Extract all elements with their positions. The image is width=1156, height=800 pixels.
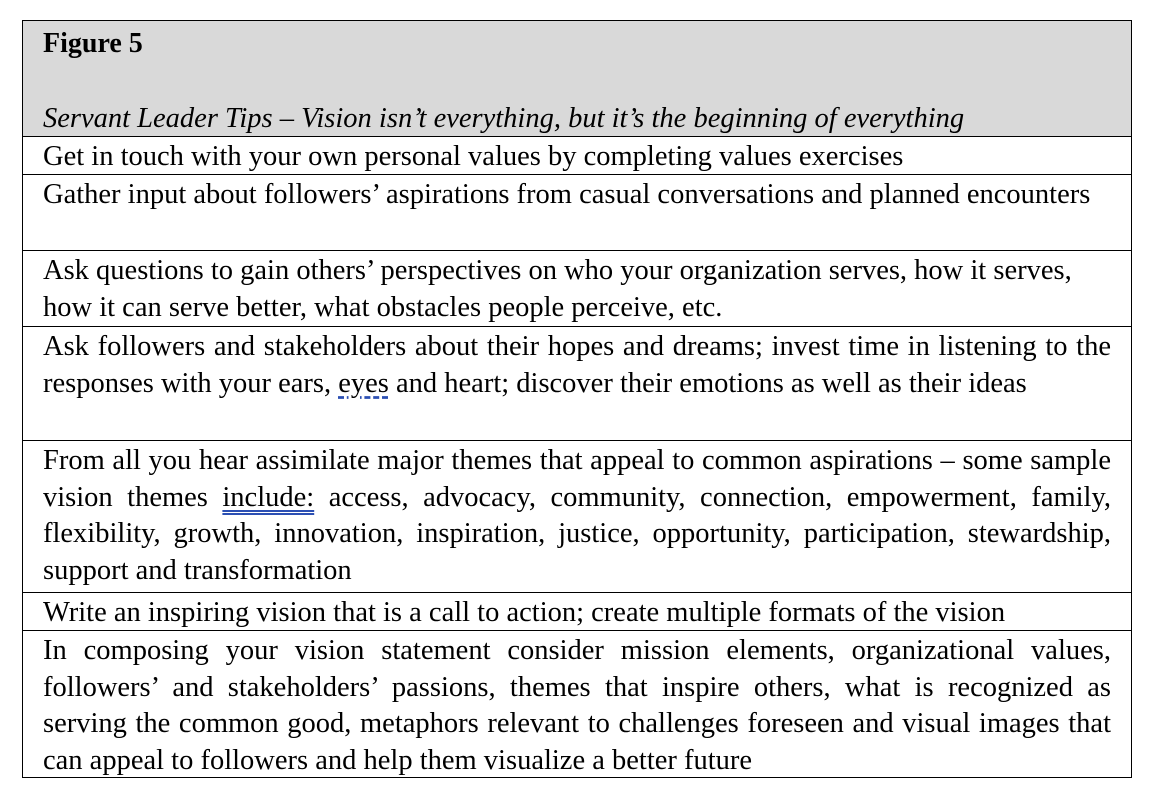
tip-text: Write an inspiring vision that is a call to action; create multiple formats of the vision bbox=[43, 597, 1006, 628]
figure-caption: Servant Leader Tips – Vision isn’t everything, but it’s the beginning of everything bbox=[43, 103, 965, 134]
tip-text: Get in touch with your own personal values by completing values exercises bbox=[43, 141, 904, 172]
figure-table bbox=[22, 20, 1132, 778]
tip-text-end: access, advocacy, community, connection, empowerment, family, flexibility, growth, innovation, inspiration, justice, opportunity, participation, stewardship, support and transformation bbox=[43, 481, 1112, 586]
flagged-word: eyes bbox=[338, 367, 389, 399]
tip-row-5 bbox=[23, 441, 1131, 593]
tip-text-start: From all you hear assimilate major themes that appeal to common aspirations – some sample vision themes bbox=[43, 445, 1111, 513]
tip-row-3 bbox=[23, 251, 1131, 327]
tip-row-4 bbox=[23, 327, 1131, 441]
flagged-word: include: bbox=[222, 481, 315, 513]
tip-row-2 bbox=[23, 175, 1131, 251]
figure-header bbox=[23, 21, 1131, 137]
tip-text: In composing your vision statement consider mission elements, organizational values, followers’ and stakeholders’ passions, themes that inspire others, what is recognized as serving the common good, metaphors relevant to challenges foreseen and visual images that can appeal to followers and help them visualize a better future bbox=[43, 635, 1111, 776]
tip-row-6 bbox=[23, 593, 1131, 631]
tip-text: Gather input about followers’ aspirations from casual conversations and planned encounters bbox=[43, 179, 1091, 210]
tip-text-start: Ask followers and stakeholders about their hopes and dreams; invest time in listening to the responses with your ears, bbox=[43, 331, 1111, 399]
tip-text-end: and heart; discover their emotions as well as their ideas bbox=[388, 367, 1027, 399]
tip-row-1 bbox=[23, 137, 1131, 175]
tip-row-7 bbox=[23, 631, 1131, 777]
tip-text: Ask questions to gain others’ perspectives on who your organization serves, how it serves, how it can serve better, what obstacles people perceive, etc. bbox=[43, 255, 1072, 323]
figure-label: Figure 5 bbox=[43, 28, 143, 59]
